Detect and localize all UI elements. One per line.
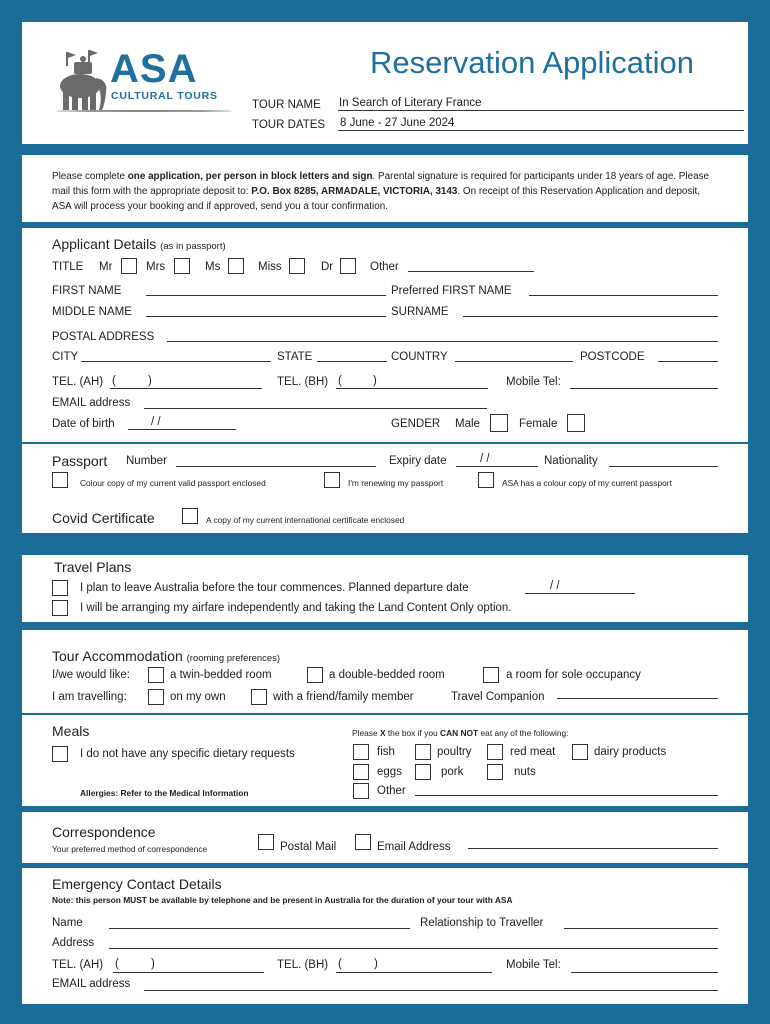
preferred-first-name-label: Preferred FIRST NAME (391, 285, 512, 297)
dob-label: Date of birth (52, 418, 115, 430)
accommodation-heading: Tour Accommodation (rooming preferences) (52, 648, 281, 664)
emergency-tel-ah-field[interactable] (113, 972, 264, 973)
surname-field[interactable] (463, 316, 718, 317)
eggs-label: eggs (377, 766, 402, 778)
middle-name-label: MIDDLE NAME (52, 306, 132, 318)
postal-mail-label: Postal Mail (280, 841, 337, 853)
travel-land-only-label: I will be arranging my airfare independently and taking the Land Content Only option. (80, 602, 512, 614)
departure-date-slashes: / / (550, 580, 560, 592)
dairy-products-checkbox[interactable] (572, 744, 588, 760)
surname-label: SURNAME (391, 306, 449, 318)
emergency-mobile-label: Mobile Tel: (506, 959, 561, 971)
intro-text-1: Please complete (52, 171, 128, 182)
logo-subtitle: CULTURAL TOURS (111, 90, 218, 102)
header-panel (22, 22, 748, 144)
passport-expiry-slashes: / / (480, 453, 490, 465)
applicant-heading: Applicant Details (as in passport) (52, 236, 226, 252)
email-address-field[interactable] (468, 848, 718, 849)
twin-room-label: a twin-bedded room (170, 669, 272, 681)
emergency-address-label: Address (52, 937, 95, 949)
travel-companion-field[interactable] (557, 698, 718, 699)
nuts-checkbox[interactable] (487, 764, 503, 780)
emergency-name-field[interactable] (109, 928, 410, 929)
emergency-heading: Emergency Contact Details (52, 876, 222, 892)
no-dietary-request-label: I do not have any specific dietary requests (80, 748, 295, 760)
dob-slashes: / / (151, 416, 161, 428)
allergies-note: Allergies: Refer to the Medical Information (80, 788, 249, 798)
passport-asa-copy-label: ASA has a colour copy of my current passport (502, 478, 672, 488)
fish-checkbox[interactable] (353, 744, 369, 760)
emergency-note: Note: this person MUST be available by telephone and be present in Australia for the duration of your tour with ASA (52, 895, 513, 905)
tel-ah-field[interactable] (110, 388, 262, 389)
city-label: CITY (52, 351, 79, 363)
elephant-logo-icon (52, 48, 112, 116)
tel-bh-field[interactable] (336, 388, 488, 389)
travel-panel (22, 555, 748, 622)
passport-expiry-label: Expiry date (389, 455, 447, 467)
gender-label: GENDER (391, 418, 441, 430)
state-field[interactable] (317, 361, 387, 362)
emergency-tel-ah-paren-close: ) (151, 958, 155, 970)
correspondence-heading: Correspondence (52, 824, 156, 840)
country-field[interactable] (455, 361, 573, 362)
email-label: EMAIL address (52, 397, 131, 409)
intro-text-2: . Parental signature is required for participants under 18 years of age. Please mail this form with the appropriate deposit to: (52, 171, 709, 197)
passport-expiry-field[interactable] (456, 466, 538, 467)
covid-certificate-checkbox[interactable] (182, 508, 198, 524)
title-other-label: Other (370, 261, 399, 273)
dob-field[interactable] (128, 429, 236, 430)
email-field[interactable] (144, 408, 487, 409)
title-mrs-checkbox[interactable] (174, 258, 190, 274)
tour-dates-value[interactable]: 8 June - 27 June 2024 (340, 117, 455, 129)
red-meat-label: red meat (510, 746, 556, 758)
nuts-label: nuts (514, 766, 536, 778)
travel-leave-early-checkbox[interactable] (52, 580, 68, 596)
email-address-label: Email Address (377, 841, 451, 853)
travelling-label: I am travelling: (52, 691, 127, 703)
intro-panel (22, 155, 748, 222)
double-room-checkbox[interactable] (307, 667, 323, 683)
travel-heading: Travel Plans (54, 559, 132, 575)
correspondence-subtext: Your preferred method of correspondence (52, 844, 208, 854)
tour-name-label: TOUR NAME (252, 99, 321, 111)
poultry-checkbox[interactable] (415, 744, 431, 760)
covid-heading: Covid Certificate (52, 510, 155, 526)
preferred-first-name-field[interactable] (529, 295, 718, 296)
covid-certificate-label: A copy of my current international certificate enclosed (206, 515, 405, 525)
state-label: STATE (277, 351, 313, 363)
poultry-label: poultry (437, 746, 472, 758)
eggs-checkbox[interactable] (353, 764, 369, 780)
title-miss-checkbox[interactable] (289, 258, 305, 274)
travel-leave-early-label: I plan to leave Australia before the tour commences. Planned departure date (80, 582, 469, 594)
meals-heading: Meals (52, 723, 90, 739)
nationality-field[interactable] (609, 466, 718, 467)
passport-copy-enclosed-label: Colour copy of my current valid passport enclosed (80, 478, 266, 488)
tel-bh-paren-close: ) (373, 375, 377, 387)
gender-male-checkbox[interactable] (490, 414, 508, 432)
emergency-email-label: EMAIL address (52, 978, 131, 990)
passport-renewing-label: I'm renewing my passport (348, 478, 444, 488)
mobile-label: Mobile Tel: (506, 376, 561, 388)
passport-heading: Passport (52, 453, 108, 469)
tel-ah-paren-close: ) (148, 375, 152, 387)
title-ms-checkbox[interactable] (228, 258, 244, 274)
correspondence-panel (22, 812, 748, 863)
intro-bold-address: P.O. Box 8285, ARMADALE, VICTORIA, 3143 (251, 186, 458, 197)
emergency-tel-ah-paren-open: ( (115, 958, 119, 970)
fish-label: fish (377, 746, 395, 758)
mobile-field[interactable] (570, 388, 718, 389)
emergency-email-field[interactable] (144, 990, 718, 991)
meals-other-field[interactable] (415, 795, 718, 796)
title-ms-label: Ms (205, 261, 221, 273)
postal-address-field[interactable] (167, 341, 718, 342)
postcode-label: POSTCODE (580, 351, 645, 363)
title-miss-label: Miss (258, 261, 282, 273)
passport-renewing-checkbox[interactable] (324, 472, 340, 488)
emergency-tel-bh-field[interactable] (336, 972, 492, 973)
gender-female-checkbox[interactable] (567, 414, 585, 432)
red-meat-checkbox[interactable] (487, 744, 503, 760)
title-label: TITLE (52, 261, 84, 273)
passport-number-field[interactable] (176, 466, 376, 467)
emergency-tel-ah-label: TEL. (AH) (52, 959, 104, 971)
applicant-panel (22, 228, 748, 533)
title-mrs-label: Mrs (146, 261, 166, 273)
passport-number-label: Number (126, 455, 167, 467)
tour-dates-label: TOUR DATES (252, 119, 326, 131)
intro-paragraph (52, 169, 720, 214)
passport-copy-enclosed-checkbox[interactable] (52, 472, 68, 488)
relationship-label: Relationship to Traveller (420, 917, 544, 929)
logo-swoosh (56, 110, 232, 112)
middle-name-field[interactable] (146, 316, 386, 317)
title-mr-label: Mr (99, 261, 113, 273)
travel-land-only-checkbox[interactable] (52, 600, 68, 616)
emergency-tel-bh-paren-close: ) (374, 958, 378, 970)
postcode-field[interactable] (658, 361, 718, 362)
twin-room-checkbox[interactable] (148, 667, 164, 683)
nationality-label: Nationality (544, 455, 598, 467)
gender-female-label: Female (519, 418, 558, 430)
relationship-field[interactable] (564, 928, 718, 929)
travelling-companion-checkbox[interactable] (251, 689, 267, 705)
first-name-field[interactable] (146, 295, 386, 296)
passport-asa-copy-checkbox[interactable] (478, 472, 494, 488)
emergency-tel-bh-label: TEL. (BH) (277, 959, 329, 971)
sole-occupancy-label: a room for sole occupancy (506, 669, 641, 681)
gender-male-label: Male (455, 418, 480, 430)
meals-other-checkbox[interactable] (353, 783, 369, 799)
sole-occupancy-checkbox[interactable] (483, 667, 499, 683)
travelling-own-checkbox[interactable] (148, 689, 164, 705)
tel-ah-label: TEL. (AH) (52, 376, 104, 388)
tour-dates-line (338, 130, 744, 131)
would-like-label: I/we would like: (52, 669, 130, 681)
departure-date-field[interactable] (525, 593, 635, 594)
travelling-companion-label: with a friend/family member (273, 691, 414, 703)
title-dr-checkbox[interactable] (340, 258, 356, 274)
city-field[interactable] (81, 361, 271, 362)
postal-mail-checkbox[interactable] (258, 834, 274, 850)
meals-instructions: Please X the box if you CAN NOT eat any of the following: (352, 728, 569, 738)
email-address-checkbox[interactable] (355, 834, 371, 850)
tel-bh-paren-open: ( (338, 375, 342, 387)
postal-address-label: POSTAL ADDRESS (52, 331, 155, 343)
emergency-panel (22, 868, 748, 1004)
title-mr-checkbox[interactable] (121, 258, 137, 274)
accommodation-panel (22, 630, 748, 806)
pork-label: pork (441, 766, 464, 778)
dairy-products-label: dairy products (594, 746, 667, 758)
emergency-mobile-field[interactable] (571, 972, 718, 973)
travelling-own-label: on my own (170, 691, 226, 703)
page-title: Reservation Application (370, 45, 694, 80)
intro-text-3: . On receipt of this Reservation Application and deposit, ASA will process your booking and if approved, send you a tour confirmation. (52, 186, 701, 212)
first-name-label: FIRST NAME (52, 285, 122, 297)
intro-bold-1: one application, per person in block letters and sign (127, 171, 373, 182)
tour-name-value[interactable]: In Search of Literary France (339, 97, 482, 109)
meals-other-label: Other (377, 785, 406, 797)
pork-checkbox[interactable] (415, 764, 431, 780)
emergency-address-field[interactable] (109, 948, 718, 949)
country-label: COUNTRY (391, 351, 448, 363)
emergency-tel-bh-paren-open: ( (338, 958, 342, 970)
tel-bh-label: TEL. (BH) (277, 376, 329, 388)
title-other-field[interactable] (408, 271, 534, 272)
section-divider (22, 713, 748, 715)
tour-name-line (338, 110, 744, 111)
travel-companion-label: Travel Companion (451, 691, 545, 703)
title-dr-label: Dr (321, 261, 334, 273)
tel-ah-paren-open: ( (112, 375, 116, 387)
no-dietary-request-checkbox[interactable] (52, 746, 68, 762)
logo-text: ASA (110, 47, 198, 91)
emergency-name-label: Name (52, 917, 83, 929)
double-room-label: a double-bedded room (329, 669, 445, 681)
section-divider (22, 442, 748, 444)
